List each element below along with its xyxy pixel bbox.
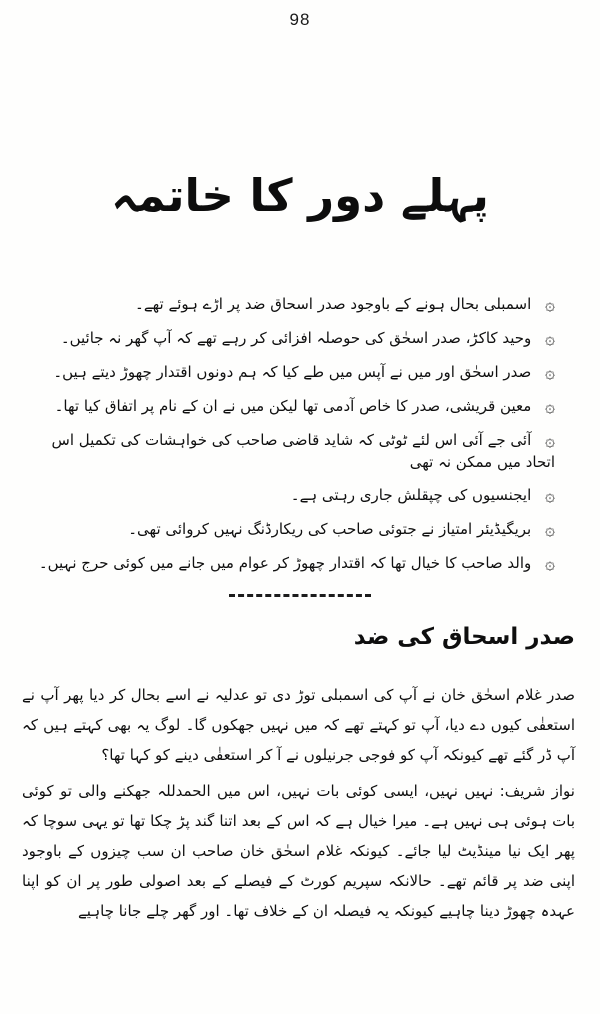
dashed-divider — [229, 594, 371, 597]
rosette-bullet-icon: ۞ — [545, 554, 555, 574]
bullet-item — [23, 362, 555, 384]
bullet-text: بریگیڈیئر امتیاز نے جتوئی صاحب کی ریکارڈنگ نہیں کروائی تھی۔ — [128, 520, 532, 538]
page-number: 98 — [289, 10, 311, 29]
bullet-text: صدر اسحٰق اور میں نے آپس میں طے کیا کہ ہم دونوں اقتدار چھوڑ دیتے ہیں۔ — [53, 363, 532, 381]
section-heading: صدر اسحاق کی ضد — [353, 624, 575, 650]
paragraph-answer: نواز شریف: نہیں نہیں، ایسی کوئی بات نہیں، اس میں الحمدللہ جھکنے والی تو کوئی بات ہوئی ہی نہیں ہے۔ میرا خیال ہے کہ اس کے بعد اتنا گند پڑ چکا تھا تو یہی سوچا کہ پھر ایک نیا مینڈیٹ لیا جائے۔ کیونکہ غلام اسحٰق خان صاحب ان سب چیزوں کے باوجود اپنی ضد پر قائم تھے۔ حالانکہ سپریم کورٹ کے فیصلے کے بعد اصولی طور پر ان کو اپنا عہدہ چھوڑ دینا چاہیے کیونکہ یہ فیصلہ ان کے خلاف تھا۔ اور گھر چلے جانا چاہیے — [22, 782, 575, 920]
bullet-item — [23, 328, 555, 350]
bullet-list — [23, 294, 555, 587]
bullet-text: والد صاحب کا خیال تھا کہ اقتدار چھوڑ کر عوام میں جانے میں کوئی حرج نہیں۔ — [38, 554, 532, 572]
paragraph-question: صدر غلام اسحٰق خان نے آپ کی اسمبلی توڑ دی تو عدلیہ نے اسے بحال کر دیا پھر آپ نے استعفٰی کیوں دے دیا، آپ تو کہتے تھے کہ میں نہیں جھکوں گا۔ لوگ یہ بھی کہتے ہیں کہ آپ ڈر گئے تھے کیونکہ آپ کو فوجی جرنیلوں نے آ کر استعفٰی دینے کو کہا تھا؟ — [22, 686, 575, 764]
bullet-text: اسمبلی بحال ہونے کے باوجود صدر اسحاق ضد پر اڑے ہوئے تھے۔ — [135, 295, 532, 313]
body-text — [22, 680, 575, 932]
bullet-item — [23, 430, 555, 473]
rosette-bullet-icon: ۞ — [545, 363, 555, 383]
bullet-item — [23, 553, 555, 575]
rosette-bullet-icon: ۞ — [545, 431, 555, 451]
bullet-item — [23, 294, 555, 316]
chapter-title: پہلے دور کا خاتمہ — [111, 169, 489, 222]
bullet-text: وحید کاکڑ، صدر اسحٰق کی حوصلہ افزائی کر رہے تھے کہ آپ گھر نہ جائیں۔ — [60, 329, 532, 347]
bullet-text: معین قریشی، صدر کا خاص آدمی تھا لیکن میں نے ان کے نام پر اتفاق کیا تھا۔ — [54, 397, 532, 415]
bullet-text: ایجنسیوں کی چپقلش جاری رہتی ہے۔ — [290, 486, 532, 504]
rosette-bullet-icon: ۞ — [545, 295, 555, 315]
bullet-item — [23, 485, 555, 507]
rosette-bullet-icon: ۞ — [545, 397, 555, 417]
bullet-item — [23, 396, 555, 418]
rosette-bullet-icon: ۞ — [545, 486, 555, 506]
rosette-bullet-icon: ۞ — [545, 520, 555, 540]
bullet-item — [23, 519, 555, 541]
rosette-bullet-icon: ۞ — [545, 329, 555, 349]
bullet-text: آئی جے آئی اس لئے ٹوٹی کہ شاید قاضی صاحب کی خواہشات کی تکمیل اس اتحاد میں ممکن نہ تھی — [51, 431, 555, 471]
